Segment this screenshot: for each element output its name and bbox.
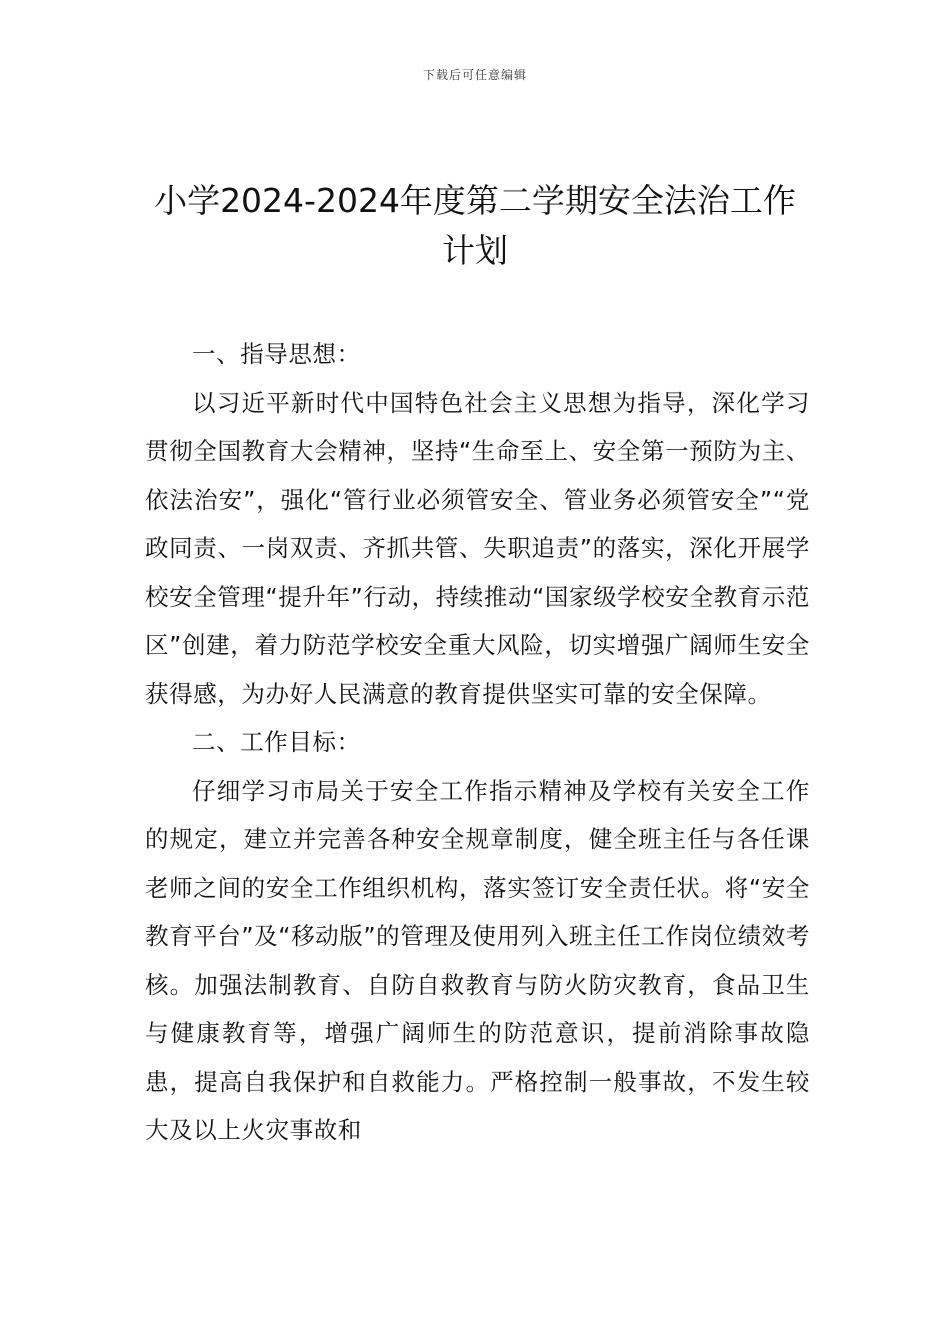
section-paragraph-guiding-ideology: 以习近平新时代中国特色社会主义思想为指导，深化学习贯彻全国教育大会精神，坚持“生命至上、安全第一预防为主、依法治安”，强化“管行业必须管安全、管业务必须管安全”“党政同责、一岗双责、齐抓共管、失职追责”的落实，深化开展学校安全管理“提升年”行动，持续推动“国家级学校安全教育示范区”创建，着力防范学校安全重大风险，切实增强广阔师生安全获得感，为办好人民满意的教育提供坚实可靠的安全保障。 <box>145 388 810 708</box>
document-title: 小学2024-2024年度第二学期安全法治工作计划 <box>154 181 796 270</box>
header-note: 下载后可任意编辑 <box>422 68 527 82</box>
section-paragraph-work-goals: 仔细学习市局关于安全工作指示精神及学校有关安全工作的规定，建立并完善各种安全规章制度，健全班主任与各任课老师之间的安全工作组织机构，落实签订安全责任状。将“安全教育平台”及“移动版”的管理及使用列入班主任工作岗位绩效考核。加强法制教育、自防自救教育与防火防灾教育，食品卫生与健康教育等，增强广阔师生的防范意识，提前消除事故隐患，提高自我保护和自救能力。严格控制一般事故，不发生较大及以上火灾事故和 <box>145 776 810 1144</box>
document-body <box>145 330 810 1155</box>
section-heading-guiding-ideology: 一、指导思想： <box>192 340 361 368</box>
section-heading-work-goals: 二、工作目标： <box>192 728 361 756</box>
